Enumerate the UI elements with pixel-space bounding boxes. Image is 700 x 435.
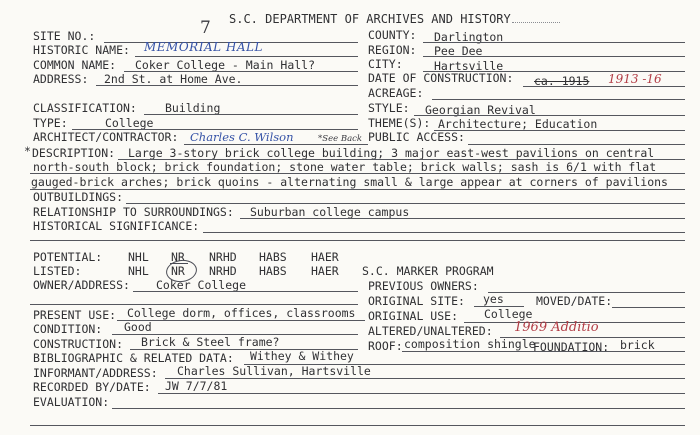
card-header: S.C. DEPARTMENT OF ARCHIVES AND HISTORY xyxy=(229,12,511,26)
listed-opt-haer: HAER xyxy=(311,264,339,278)
description-line-3: gauged-brick arches; brick quoins - alternating small & large appear at corners of pavilions xyxy=(31,175,668,189)
historic-name-label: HISTORIC NAME: xyxy=(33,43,130,57)
construction-value: Brick & Steel frame? xyxy=(141,335,280,349)
public-access-label: PUBLIC ACCESS: xyxy=(368,130,465,144)
style-line xyxy=(414,115,685,116)
present-use-value: College dorm, offices, classrooms xyxy=(127,306,356,320)
date-line xyxy=(523,86,685,87)
bibliographic-value: Withey & Withey xyxy=(250,349,354,363)
description-line-2: north-south block; brick foundation; stone water table; brick walls; sash is 6/1 with flat xyxy=(33,160,657,174)
architect-label: ARCHITECT/CONTRACTOR: xyxy=(33,130,179,144)
address-value: 2nd St. at Home Ave. xyxy=(104,72,243,86)
owner-line-2 xyxy=(30,304,358,305)
potential-opt-nr: NR xyxy=(171,250,185,264)
blank-rule-bottom xyxy=(30,425,685,426)
header-dotted-line xyxy=(512,22,560,23)
evaluation-label: EVALUATION: xyxy=(33,395,110,409)
altered-handwritten: 1969 Additio xyxy=(514,320,599,335)
listed-opt-nrhd: NRHD xyxy=(209,264,237,278)
condition-value: Good xyxy=(124,320,152,334)
outbuildings-label: OUTBUILDINGS: xyxy=(33,190,124,204)
original-use-value: College xyxy=(484,307,533,321)
region-label: REGION: xyxy=(368,43,417,57)
construction-label: CONSTRUCTION: xyxy=(33,337,124,351)
description-label: DESCRIPTION: xyxy=(32,146,116,160)
informant-label: INFORMANT/ADDRESS: xyxy=(33,366,158,380)
city-label: CITY: xyxy=(368,57,403,71)
architect-value: Charles C. Wilson xyxy=(190,130,294,144)
acreage-label: ACREAGE: xyxy=(368,86,424,100)
potential-opt-nrhd: NRHD xyxy=(209,250,237,264)
description-rule-2 xyxy=(30,173,685,174)
owner-label: OWNER/ADDRESS: xyxy=(33,278,130,292)
listed-label: LISTED: xyxy=(33,264,82,278)
recorded-label: RECORDED BY/DATE: xyxy=(33,380,151,394)
county-value: Darlington xyxy=(434,30,504,44)
common-name-label: COMMON NAME: xyxy=(33,58,117,72)
county-line xyxy=(423,42,685,43)
site-no-label: SITE NO.: xyxy=(33,29,96,43)
classification-value: Building xyxy=(165,101,221,115)
address-line xyxy=(96,85,358,86)
classification-line xyxy=(144,114,358,115)
public-access-line xyxy=(468,144,685,145)
city-value: Hartsville xyxy=(434,59,504,73)
date-of-construction-handwritten: 1913 -16 xyxy=(608,72,662,86)
foundation-value: brick xyxy=(620,338,655,352)
themes-line xyxy=(434,130,685,131)
condition-label: CONDITION: xyxy=(33,322,103,336)
region-value: Pee Dee xyxy=(434,44,483,58)
date-of-construction-value: ca. 1915 xyxy=(534,74,590,88)
description-line-1: Large 3-story brick college building; 3 major east-west pavilions on central xyxy=(128,146,655,160)
informant-value: Charles Sullivan, Hartsville xyxy=(177,364,371,378)
evaluation-line xyxy=(112,408,685,409)
address-label: ADDRESS: xyxy=(33,72,89,86)
recorded-line xyxy=(158,393,685,394)
owner-line xyxy=(133,291,358,292)
owner-value: Coker College xyxy=(156,278,247,292)
architect-note: *See Back xyxy=(318,134,363,144)
recorded-value: JW 7/7/81 xyxy=(165,379,228,393)
roof-value: composition shingle xyxy=(404,337,536,351)
historic-name-line xyxy=(135,56,358,57)
historic-name-value: MEMORIAL HALL xyxy=(144,40,263,54)
moved-date-line xyxy=(612,307,685,308)
listed-opt-nr: NR xyxy=(171,264,185,278)
roof-label: ROOF: xyxy=(368,339,403,353)
potential-opt-nhl: NHL xyxy=(128,250,149,264)
date-of-construction-label: DATE OF CONSTRUCTION: xyxy=(368,71,514,85)
county-label: COUNTY: xyxy=(368,28,417,42)
original-site-value: yes xyxy=(483,292,504,306)
region-line xyxy=(423,56,685,57)
blank-rule-1 xyxy=(30,240,685,241)
foundation-label: FOUNDATION: xyxy=(533,340,610,354)
listed-opt-nhl: NHL xyxy=(128,264,149,278)
present-use-label: PRESENT USE: xyxy=(33,308,117,322)
acreage-line xyxy=(432,99,685,100)
classification-label: CLASSIFICATION: xyxy=(33,101,137,115)
original-site-label: ORIGINAL SITE: xyxy=(368,294,465,308)
marker-program: S.C. MARKER PROGRAM xyxy=(362,264,494,278)
site-no-value: 7 xyxy=(200,18,211,38)
historical-significance-line xyxy=(203,232,685,233)
description-rule-3 xyxy=(30,189,685,190)
original-use-label: ORIGINAL USE: xyxy=(368,309,459,323)
outbuildings-line xyxy=(126,203,685,204)
relationship-label: RELATIONSHIP TO SURROUNDINGS: xyxy=(33,205,234,219)
relationship-value: Suburban college campus xyxy=(250,205,410,219)
type-label: TYPE: xyxy=(33,116,68,130)
listed-opt-habs: HABS xyxy=(259,264,287,278)
altered-label: ALTERED/UNALTERED: xyxy=(368,324,493,338)
potential-opt-habs: HABS xyxy=(259,250,287,264)
present-use-line xyxy=(117,320,365,321)
style-value: Georgian Revival xyxy=(425,103,536,117)
themes-label: THEME(S): xyxy=(368,116,431,130)
architect-line xyxy=(184,144,368,145)
themes-value: Architecture; Education xyxy=(438,117,598,131)
type-value: College xyxy=(105,116,154,130)
style-label: STYLE: xyxy=(368,101,410,115)
common-name-value: Coker College - Main Hall? xyxy=(135,58,316,72)
previous-owners-label: PREVIOUS OWNERS: xyxy=(368,279,479,293)
potential-label: POTENTIAL: xyxy=(33,250,103,264)
potential-opt-haer: HAER xyxy=(311,250,339,264)
moved-date-label: MOVED/DATE: xyxy=(536,294,613,308)
previous-owners-line xyxy=(488,292,685,293)
informant-line xyxy=(165,378,685,379)
bibliographic-label: BIBLIOGRAPHIC & RELATED DATA: xyxy=(33,351,234,365)
description-star: * xyxy=(24,144,31,158)
roof-line xyxy=(402,351,685,352)
relationship-line xyxy=(240,218,685,219)
historical-significance-label: HISTORICAL SIGNIFICANCE: xyxy=(33,219,200,233)
